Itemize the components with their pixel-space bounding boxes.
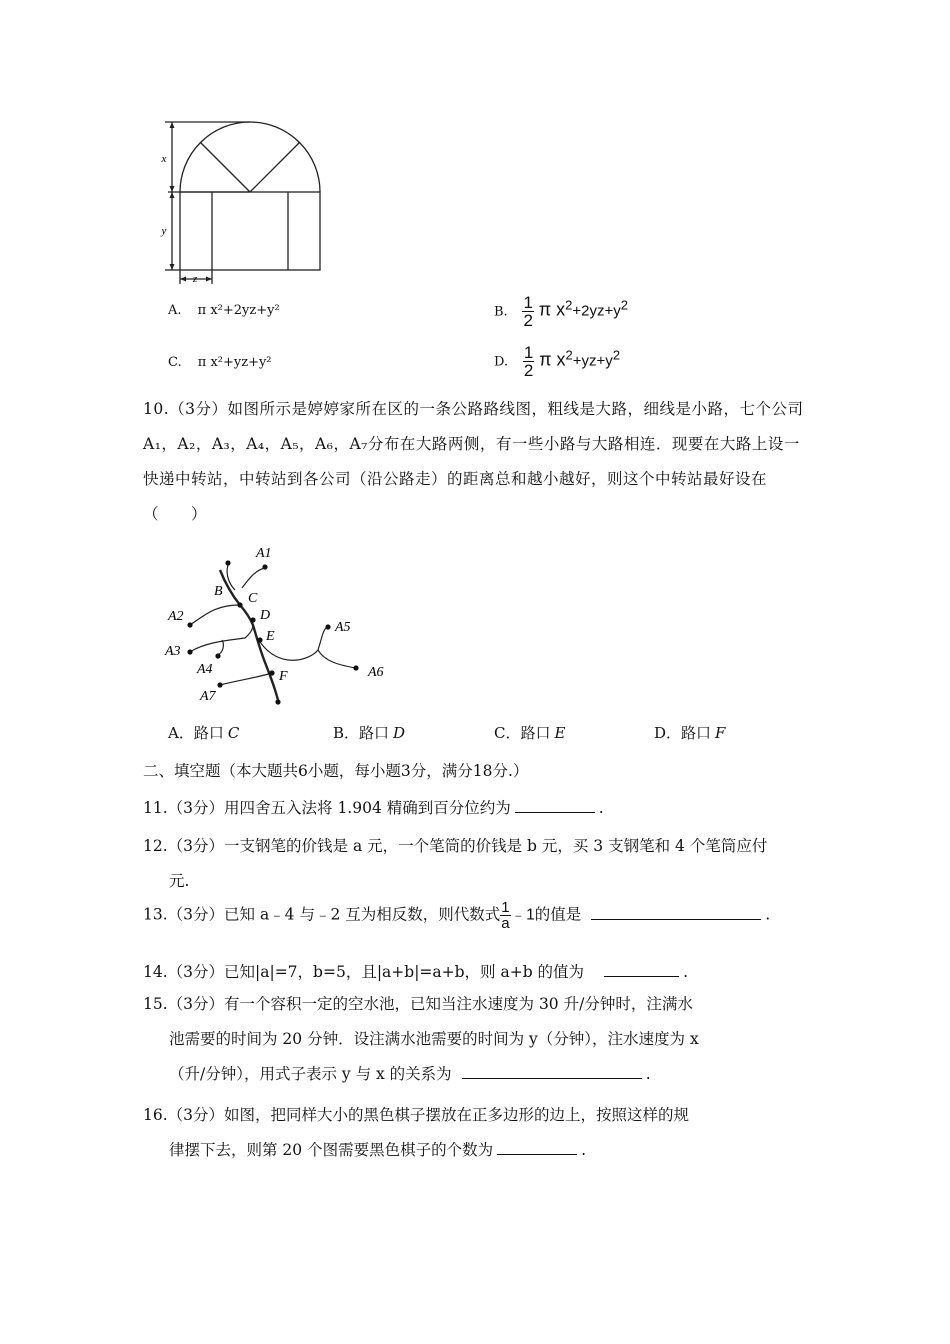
q9-option-b bbox=[494, 294, 628, 329]
option-text: π x bbox=[538, 299, 566, 320]
label-d: D bbox=[260, 608, 271, 623]
question-text: 律摆下去，则第 20 个图需要黑色棋子的个数为 bbox=[169, 1141, 494, 1159]
question-text: 16.（3分）如图，把同样大小的黑色棋子摆放在正多边形的边上，按照这样的规 bbox=[143, 1106, 690, 1124]
q9-option-a bbox=[168, 303, 280, 318]
question-end: . bbox=[598, 799, 604, 817]
question-text: 12.（3分）一支钢笔的价钱是 a 元，一个笔筒的价钱是 b 元，买 3 支钢笔和 4 个笔筒应付 bbox=[143, 837, 768, 855]
label-a4: A4 bbox=[197, 662, 213, 677]
label-b: B bbox=[214, 584, 223, 599]
fraction-den: 2 bbox=[523, 311, 533, 330]
q9-option-c bbox=[168, 355, 272, 370]
label-e: E bbox=[266, 629, 275, 644]
option-letter: B. bbox=[494, 304, 508, 320]
option-letter: C. bbox=[168, 355, 182, 370]
answer-blank[interactable] bbox=[604, 958, 679, 977]
superscript: 2 bbox=[565, 297, 573, 313]
question-text: 14.（3分）已知|a|=7，b=5，且|a+b|=a+b，则 a+b 的值为 bbox=[143, 963, 585, 981]
option-letter: D. bbox=[494, 354, 509, 370]
option-text: π x²+2yz+y² bbox=[197, 303, 280, 318]
option-letter: A. bbox=[168, 303, 182, 318]
question-11 bbox=[143, 794, 604, 818]
question-16 bbox=[143, 1098, 813, 1168]
question-12 bbox=[143, 829, 813, 899]
fraction-den: a bbox=[501, 915, 510, 932]
answer-blank[interactable] bbox=[462, 1060, 642, 1079]
fraction-num: 1 bbox=[523, 293, 533, 312]
option-text: π x bbox=[539, 349, 566, 370]
question-13 bbox=[143, 900, 770, 931]
question-text: 池需要的时间为 20 分钟．设注满水池需要的时间为 y（分钟），注水速度为 x bbox=[169, 1030, 699, 1048]
label-a2: A2 bbox=[168, 609, 184, 624]
question-end: . bbox=[765, 905, 771, 924]
fraction bbox=[523, 344, 534, 379]
label-a1: A1 bbox=[256, 546, 272, 561]
answer-blank[interactable] bbox=[497, 1136, 577, 1155]
question-text: 的值是 bbox=[534, 905, 582, 924]
option-value: F bbox=[715, 724, 726, 742]
question-text: 元. bbox=[169, 872, 190, 890]
fraction-num: 1 bbox=[523, 343, 534, 362]
option-text: +2yz+y bbox=[572, 302, 621, 320]
option-value: C bbox=[227, 724, 240, 742]
option-letter: B．路口 bbox=[333, 724, 390, 742]
option-letter: C．路口 bbox=[494, 724, 551, 742]
label-y: y bbox=[161, 225, 167, 237]
option-letter: D．路口 bbox=[654, 724, 712, 742]
question-10 bbox=[143, 392, 813, 532]
question-15 bbox=[143, 987, 813, 1092]
label-a6: A6 bbox=[368, 665, 384, 680]
question-text: 10.（3分）如图所示是婷婷家所在区的一条公路路线图，粗线是大路，细线是小路，七个公司 A₁，A₂，A₃，A₄，A₅，A₆，A₇分布在大路两侧，有一些小路与大路相连．现要在大路上设一快递中转站，中转站到各公司（沿公路走）的距离总和越小越好，则这个中转站最好设在（ ） bbox=[143, 400, 804, 523]
q9-option-d bbox=[494, 344, 620, 379]
fraction-num: 1 bbox=[501, 899, 510, 916]
label-c: C bbox=[248, 591, 258, 606]
answer-blank[interactable] bbox=[515, 794, 595, 813]
label-a3: A3 bbox=[165, 644, 181, 659]
label-a5: A5 bbox=[335, 620, 351, 635]
option-value: E bbox=[554, 724, 566, 742]
road-map-figure bbox=[160, 540, 400, 710]
label-z: z bbox=[192, 273, 198, 285]
question-end: . bbox=[581, 1141, 587, 1159]
fraction-den: 2 bbox=[523, 361, 534, 380]
question-text: 13.（3分）已知 a﹣4 与﹣2 互为相反数，则代数式 bbox=[143, 905, 501, 924]
superscript: 2 bbox=[565, 347, 573, 363]
section-title: 二、填空题（本大题共6小题，每小题3分，满分18分.） bbox=[143, 762, 529, 780]
question-text: 11.（3分）用四舍五入法将 1.904 精确到百分位约为 bbox=[143, 799, 511, 817]
q10-option-c bbox=[494, 722, 565, 743]
answer-blank[interactable] bbox=[591, 901, 761, 920]
superscript: 2 bbox=[612, 347, 621, 363]
window-figure bbox=[150, 112, 330, 287]
question-14 bbox=[143, 958, 688, 982]
option-text: π x²+yz+y² bbox=[197, 355, 272, 370]
label-x: x bbox=[161, 153, 167, 165]
q10-option-b bbox=[333, 722, 405, 743]
option-letter: A．路口 bbox=[168, 724, 224, 742]
q10-option-d bbox=[654, 722, 725, 743]
option-text: +yz+y bbox=[572, 352, 613, 370]
fraction bbox=[500, 900, 510, 931]
label-a7: A7 bbox=[200, 689, 216, 704]
superscript: 2 bbox=[620, 297, 628, 313]
q10-option-a bbox=[168, 722, 239, 743]
fraction bbox=[522, 294, 533, 329]
expression: ﹣1 bbox=[510, 906, 535, 924]
question-text: （升/分钟），用式子表示 y 与 x 的关系为 bbox=[169, 1065, 452, 1083]
question-end: . bbox=[683, 963, 688, 981]
question-text: 15.（3分）有一个容积一定的空水池，已知当注水速度为 30 升/分钟时，注满水 bbox=[143, 995, 693, 1013]
question-end: . bbox=[645, 1065, 651, 1083]
option-value: D bbox=[393, 724, 406, 742]
label-f: F bbox=[279, 669, 288, 684]
